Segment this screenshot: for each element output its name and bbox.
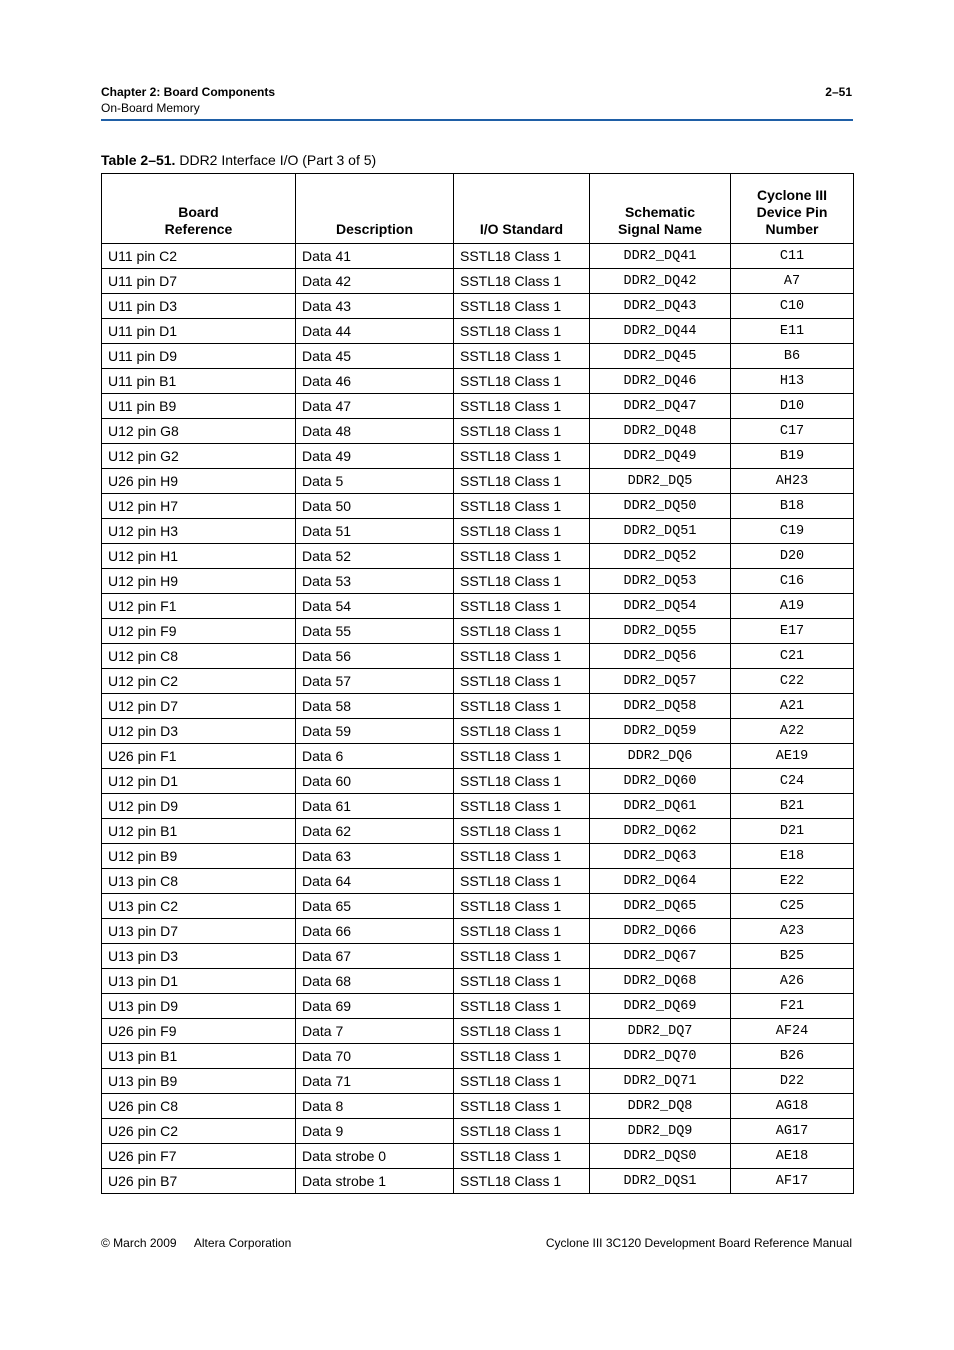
- description-cell: Data 8: [296, 1094, 454, 1119]
- description-cell: Data 54: [296, 594, 454, 619]
- page-number: 2–51: [825, 85, 852, 99]
- table-row: [102, 594, 854, 619]
- table-row: [102, 844, 854, 869]
- device-pin-cell: A26: [731, 969, 854, 994]
- io-standard-cell: SSTL18 Class 1: [454, 594, 590, 619]
- table-row: [102, 719, 854, 744]
- device-pin-cell: B6: [731, 344, 854, 369]
- signal-name-cell: DDR2_DQ49: [590, 444, 731, 469]
- io-standard-cell: SSTL18 Class 1: [454, 819, 590, 844]
- table-row: [102, 1094, 854, 1119]
- device-pin-cell: C25: [731, 894, 854, 919]
- description-cell: Data 48: [296, 419, 454, 444]
- signal-name-cell: DDR2_DQ53: [590, 569, 731, 594]
- signal-name-cell: DDR2_DQ69: [590, 994, 731, 1019]
- description-cell: Data 61: [296, 794, 454, 819]
- signal-name-cell: DDR2_DQ63: [590, 844, 731, 869]
- table-row: [102, 494, 854, 519]
- description-cell: Data 69: [296, 994, 454, 1019]
- description-cell: Data 6: [296, 744, 454, 769]
- signal-name-cell: DDR2_DQ62: [590, 819, 731, 844]
- description-cell: Data 60: [296, 769, 454, 794]
- signal-name-cell: DDR2_DQ59: [590, 719, 731, 744]
- description-cell: Data 41: [296, 244, 454, 269]
- description-cell: Data strobe 0: [296, 1144, 454, 1169]
- chapter-title: Chapter 2: Board Components: [101, 85, 276, 99]
- description-cell: Data 53: [296, 569, 454, 594]
- board-reference-cell: U26 pin F1: [102, 744, 296, 769]
- device-pin-cell: AF17: [731, 1169, 854, 1194]
- device-pin-cell: D20: [731, 544, 854, 569]
- io-standard-cell: SSTL18 Class 1: [454, 319, 590, 344]
- io-standard-cell: SSTL18 Class 1: [454, 844, 590, 869]
- col-header-io-standard: [454, 174, 590, 244]
- table-row: [102, 344, 854, 369]
- board-reference-cell: U12 pin F9: [102, 619, 296, 644]
- board-reference-cell: U11 pin B1: [102, 369, 296, 394]
- description-cell: Data 66: [296, 919, 454, 944]
- description-cell: Data 44: [296, 319, 454, 344]
- device-pin-cell: A19: [731, 594, 854, 619]
- device-pin-cell: B18: [731, 494, 854, 519]
- board-reference-cell: U12 pin H1: [102, 544, 296, 569]
- board-reference-cell: U12 pin D1: [102, 769, 296, 794]
- footer-left: [101, 1235, 291, 1251]
- header-line: Schematic: [624, 204, 696, 220]
- table-row: [102, 644, 854, 669]
- board-reference-cell: U13 pin D3: [102, 944, 296, 969]
- device-pin-cell: C24: [731, 769, 854, 794]
- table-caption: [101, 151, 376, 169]
- io-standard-cell: SSTL18 Class 1: [454, 519, 590, 544]
- board-reference-cell: U12 pin C2: [102, 669, 296, 694]
- table-row: [102, 944, 854, 969]
- header-line: Board: [178, 204, 219, 220]
- device-pin-cell: B19: [731, 444, 854, 469]
- signal-name-cell: DDR2_DQ7: [590, 1019, 731, 1044]
- description-cell: Data 51: [296, 519, 454, 544]
- io-standard-cell: SSTL18 Class 1: [454, 1169, 590, 1194]
- io-standard-cell: SSTL18 Class 1: [454, 394, 590, 419]
- device-pin-cell: A23: [731, 919, 854, 944]
- signal-name-cell: DDR2_DQ47: [590, 394, 731, 419]
- header-line: Device Pin: [756, 204, 828, 220]
- table-row: [102, 1144, 854, 1169]
- signal-name-cell: DDR2_DQS0: [590, 1144, 731, 1169]
- description-cell: Data 50: [296, 494, 454, 519]
- header-line: Reference: [164, 221, 233, 237]
- table-row: [102, 769, 854, 794]
- board-reference-cell: U11 pin C2: [102, 244, 296, 269]
- io-standard-cell: SSTL18 Class 1: [454, 769, 590, 794]
- board-reference-cell: U11 pin D3: [102, 294, 296, 319]
- board-reference-cell: U26 pin B7: [102, 1169, 296, 1194]
- signal-name-cell: DDR2_DQ54: [590, 594, 731, 619]
- io-standard-cell: SSTL18 Class 1: [454, 294, 590, 319]
- signal-name-cell: DDR2_DQ46: [590, 369, 731, 394]
- description-cell: Data 64: [296, 869, 454, 894]
- board-reference-cell: U12 pin G2: [102, 444, 296, 469]
- board-reference-cell: U13 pin C2: [102, 894, 296, 919]
- signal-name-cell: DDR2_DQ44: [590, 319, 731, 344]
- description-cell: Data 5: [296, 469, 454, 494]
- device-pin-cell: AF24: [731, 1019, 854, 1044]
- ddr2-io-table: [101, 173, 854, 1194]
- io-standard-cell: SSTL18 Class 1: [454, 969, 590, 994]
- board-reference-cell: U13 pin C8: [102, 869, 296, 894]
- io-standard-cell: SSTL18 Class 1: [454, 569, 590, 594]
- table-row: [102, 569, 854, 594]
- io-standard-cell: SSTL18 Class 1: [454, 494, 590, 519]
- signal-name-cell: DDR2_DQ43: [590, 294, 731, 319]
- description-cell: Data 63: [296, 844, 454, 869]
- board-reference-cell: U12 pin F1: [102, 594, 296, 619]
- header-line: I/O Standard: [479, 221, 564, 237]
- table-row: [102, 244, 854, 269]
- device-pin-cell: A22: [731, 719, 854, 744]
- signal-name-cell: DDR2_DQ70: [590, 1044, 731, 1069]
- col-header-device-pin: [731, 174, 854, 244]
- board-reference-cell: U12 pin H3: [102, 519, 296, 544]
- signal-name-cell: DDR2_DQ60: [590, 769, 731, 794]
- header-line: Description: [335, 221, 413, 237]
- header-line: Cyclone III: [756, 187, 828, 203]
- description-cell: Data 57: [296, 669, 454, 694]
- table-title: DDR2 Interface I/O (Part 3 of 5): [179, 152, 377, 168]
- io-standard-cell: SSTL18 Class 1: [454, 269, 590, 294]
- io-standard-cell: SSTL18 Class 1: [454, 919, 590, 944]
- device-pin-cell: B25: [731, 944, 854, 969]
- device-pin-cell: C10: [731, 294, 854, 319]
- table-row: [102, 919, 854, 944]
- table-row: [102, 444, 854, 469]
- description-cell: Data 68: [296, 969, 454, 994]
- description-cell: Data 70: [296, 1044, 454, 1069]
- description-cell: Data 46: [296, 369, 454, 394]
- description-cell: Data 71: [296, 1069, 454, 1094]
- table-row: [102, 619, 854, 644]
- table-row: [102, 1169, 854, 1194]
- signal-name-cell: DDR2_DQ45: [590, 344, 731, 369]
- description-cell: Data 43: [296, 294, 454, 319]
- description-cell: Data 62: [296, 819, 454, 844]
- col-header-board-reference: [102, 174, 296, 244]
- description-cell: Data 7: [296, 1019, 454, 1044]
- table-row: [102, 319, 854, 344]
- board-reference-cell: U13 pin D7: [102, 919, 296, 944]
- board-reference-cell: U12 pin D3: [102, 719, 296, 744]
- description-cell: Data 47: [296, 394, 454, 419]
- device-pin-cell: F21: [731, 994, 854, 1019]
- signal-name-cell: DDR2_DQ5: [590, 469, 731, 494]
- section-title: On-Board Memory: [101, 101, 200, 115]
- description-cell: Data 45: [296, 344, 454, 369]
- description-cell: Data 55: [296, 619, 454, 644]
- table-row: [102, 969, 854, 994]
- table-row: [102, 519, 854, 544]
- table-row: [102, 744, 854, 769]
- description-cell: Data 67: [296, 944, 454, 969]
- signal-name-cell: DDR2_DQ41: [590, 244, 731, 269]
- signal-name-cell: DDR2_DQ42: [590, 269, 731, 294]
- table-row: [102, 294, 854, 319]
- signal-name-cell: DDR2_DQ50: [590, 494, 731, 519]
- copyright: © March 2009: [101, 1236, 177, 1250]
- io-standard-cell: SSTL18 Class 1: [454, 944, 590, 969]
- signal-name-cell: DDR2_DQ68: [590, 969, 731, 994]
- description-cell: Data 9: [296, 1119, 454, 1144]
- board-reference-cell: U12 pin B1: [102, 819, 296, 844]
- board-reference-cell: U13 pin B9: [102, 1069, 296, 1094]
- io-standard-cell: SSTL18 Class 1: [454, 344, 590, 369]
- table-row: [102, 994, 854, 1019]
- device-pin-cell: C21: [731, 644, 854, 669]
- device-pin-cell: A21: [731, 694, 854, 719]
- signal-name-cell: DDR2_DQ52: [590, 544, 731, 569]
- board-reference-cell: U26 pin C2: [102, 1119, 296, 1144]
- io-standard-cell: SSTL18 Class 1: [454, 1094, 590, 1119]
- table-row: [102, 1069, 854, 1094]
- io-standard-cell: SSTL18 Class 1: [454, 669, 590, 694]
- signal-name-cell: DDR2_DQ66: [590, 919, 731, 944]
- table-row: [102, 469, 854, 494]
- board-reference-cell: U13 pin B1: [102, 1044, 296, 1069]
- board-reference-cell: U12 pin H7: [102, 494, 296, 519]
- table-row: [102, 544, 854, 569]
- description-cell: Data 58: [296, 694, 454, 719]
- io-standard-cell: SSTL18 Class 1: [454, 694, 590, 719]
- io-standard-cell: SSTL18 Class 1: [454, 869, 590, 894]
- board-reference-cell: U26 pin F7: [102, 1144, 296, 1169]
- signal-name-cell: DDR2_DQ57: [590, 669, 731, 694]
- signal-name-cell: DDR2_DQ71: [590, 1069, 731, 1094]
- device-pin-cell: C17: [731, 419, 854, 444]
- board-reference-cell: U26 pin F9: [102, 1019, 296, 1044]
- table-row: [102, 819, 854, 844]
- device-pin-cell: B26: [731, 1044, 854, 1069]
- device-pin-cell: H13: [731, 369, 854, 394]
- header-line: Signal Name: [617, 221, 703, 237]
- signal-name-cell: DDR2_DQS1: [590, 1169, 731, 1194]
- table-row: [102, 1119, 854, 1144]
- table-body: [102, 244, 854, 1194]
- io-standard-cell: SSTL18 Class 1: [454, 1044, 590, 1069]
- board-reference-cell: U26 pin C8: [102, 1094, 296, 1119]
- board-reference-cell: U12 pin G8: [102, 419, 296, 444]
- io-standard-cell: SSTL18 Class 1: [454, 994, 590, 1019]
- manual-title: Cyclone III 3C120 Development Board Reference Manual: [545, 1236, 852, 1250]
- signal-name-cell: DDR2_DQ48: [590, 419, 731, 444]
- device-pin-cell: AE19: [731, 744, 854, 769]
- board-reference-cell: U11 pin B9: [102, 394, 296, 419]
- board-reference-cell: U13 pin D1: [102, 969, 296, 994]
- company-name: Altera Corporation: [193, 1236, 292, 1250]
- signal-name-cell: DDR2_DQ9: [590, 1119, 731, 1144]
- header-line: Number: [765, 221, 819, 237]
- io-standard-cell: SSTL18 Class 1: [454, 544, 590, 569]
- signal-name-cell: DDR2_DQ64: [590, 869, 731, 894]
- description-cell: Data strobe 1: [296, 1169, 454, 1194]
- device-pin-cell: D21: [731, 819, 854, 844]
- board-reference-cell: U12 pin B9: [102, 844, 296, 869]
- table-header-row: [102, 174, 854, 244]
- board-reference-cell: U12 pin D7: [102, 694, 296, 719]
- device-pin-cell: E17: [731, 619, 854, 644]
- description-cell: Data 52: [296, 544, 454, 569]
- table-row: [102, 369, 854, 394]
- table-row: [102, 419, 854, 444]
- device-pin-cell: C16: [731, 569, 854, 594]
- board-reference-cell: U11 pin D9: [102, 344, 296, 369]
- header-rule: [101, 119, 853, 121]
- table-row: [102, 894, 854, 919]
- board-reference-cell: U11 pin D7: [102, 269, 296, 294]
- io-standard-cell: SSTL18 Class 1: [454, 244, 590, 269]
- signal-name-cell: DDR2_DQ8: [590, 1094, 731, 1119]
- device-pin-cell: E11: [731, 319, 854, 344]
- description-cell: Data 65: [296, 894, 454, 919]
- io-standard-cell: SSTL18 Class 1: [454, 619, 590, 644]
- signal-name-cell: DDR2_DQ67: [590, 944, 731, 969]
- description-cell: Data 56: [296, 644, 454, 669]
- board-reference-cell: U11 pin D1: [102, 319, 296, 344]
- io-standard-cell: SSTL18 Class 1: [454, 1069, 590, 1094]
- io-standard-cell: SSTL18 Class 1: [454, 1144, 590, 1169]
- signal-name-cell: DDR2_DQ65: [590, 894, 731, 919]
- running-header: [101, 84, 275, 116]
- table-row: [102, 269, 854, 294]
- device-pin-cell: B21: [731, 794, 854, 819]
- signal-name-cell: DDR2_DQ51: [590, 519, 731, 544]
- io-standard-cell: SSTL18 Class 1: [454, 469, 590, 494]
- io-standard-cell: SSTL18 Class 1: [454, 719, 590, 744]
- description-cell: Data 49: [296, 444, 454, 469]
- io-standard-cell: SSTL18 Class 1: [454, 444, 590, 469]
- signal-name-cell: DDR2_DQ6: [590, 744, 731, 769]
- table-row: [102, 869, 854, 894]
- table-row: [102, 669, 854, 694]
- table-row: [102, 794, 854, 819]
- io-standard-cell: SSTL18 Class 1: [454, 644, 590, 669]
- io-standard-cell: SSTL18 Class 1: [454, 894, 590, 919]
- board-reference-cell: U12 pin D9: [102, 794, 296, 819]
- signal-name-cell: DDR2_DQ56: [590, 644, 731, 669]
- table-row: [102, 1019, 854, 1044]
- device-pin-cell: AE18: [731, 1144, 854, 1169]
- device-pin-cell: E18: [731, 844, 854, 869]
- col-header-description: [296, 174, 454, 244]
- io-standard-cell: SSTL18 Class 1: [454, 1119, 590, 1144]
- io-standard-cell: SSTL18 Class 1: [454, 1019, 590, 1044]
- device-pin-cell: A7: [731, 269, 854, 294]
- device-pin-cell: C11: [731, 244, 854, 269]
- device-pin-cell: C19: [731, 519, 854, 544]
- device-pin-cell: AH23: [731, 469, 854, 494]
- board-reference-cell: U26 pin H9: [102, 469, 296, 494]
- description-cell: Data 42: [296, 269, 454, 294]
- table-row: [102, 394, 854, 419]
- table-row: [102, 694, 854, 719]
- device-pin-cell: D22: [731, 1069, 854, 1094]
- device-pin-cell: AG17: [731, 1119, 854, 1144]
- device-pin-cell: D10: [731, 394, 854, 419]
- board-reference-cell: U12 pin H9: [102, 569, 296, 594]
- table-number: Table 2–51.: [101, 152, 176, 168]
- signal-name-cell: DDR2_DQ58: [590, 694, 731, 719]
- device-pin-cell: C22: [731, 669, 854, 694]
- signal-name-cell: DDR2_DQ61: [590, 794, 731, 819]
- board-reference-cell: U12 pin C8: [102, 644, 296, 669]
- io-standard-cell: SSTL18 Class 1: [454, 794, 590, 819]
- board-reference-cell: U13 pin D9: [102, 994, 296, 1019]
- col-header-signal-name: [590, 174, 731, 244]
- device-pin-cell: E22: [731, 869, 854, 894]
- io-standard-cell: SSTL18 Class 1: [454, 419, 590, 444]
- io-standard-cell: SSTL18 Class 1: [454, 744, 590, 769]
- device-pin-cell: AG18: [731, 1094, 854, 1119]
- description-cell: Data 59: [296, 719, 454, 744]
- signal-name-cell: DDR2_DQ55: [590, 619, 731, 644]
- io-standard-cell: SSTL18 Class 1: [454, 369, 590, 394]
- table-row: [102, 1044, 854, 1069]
